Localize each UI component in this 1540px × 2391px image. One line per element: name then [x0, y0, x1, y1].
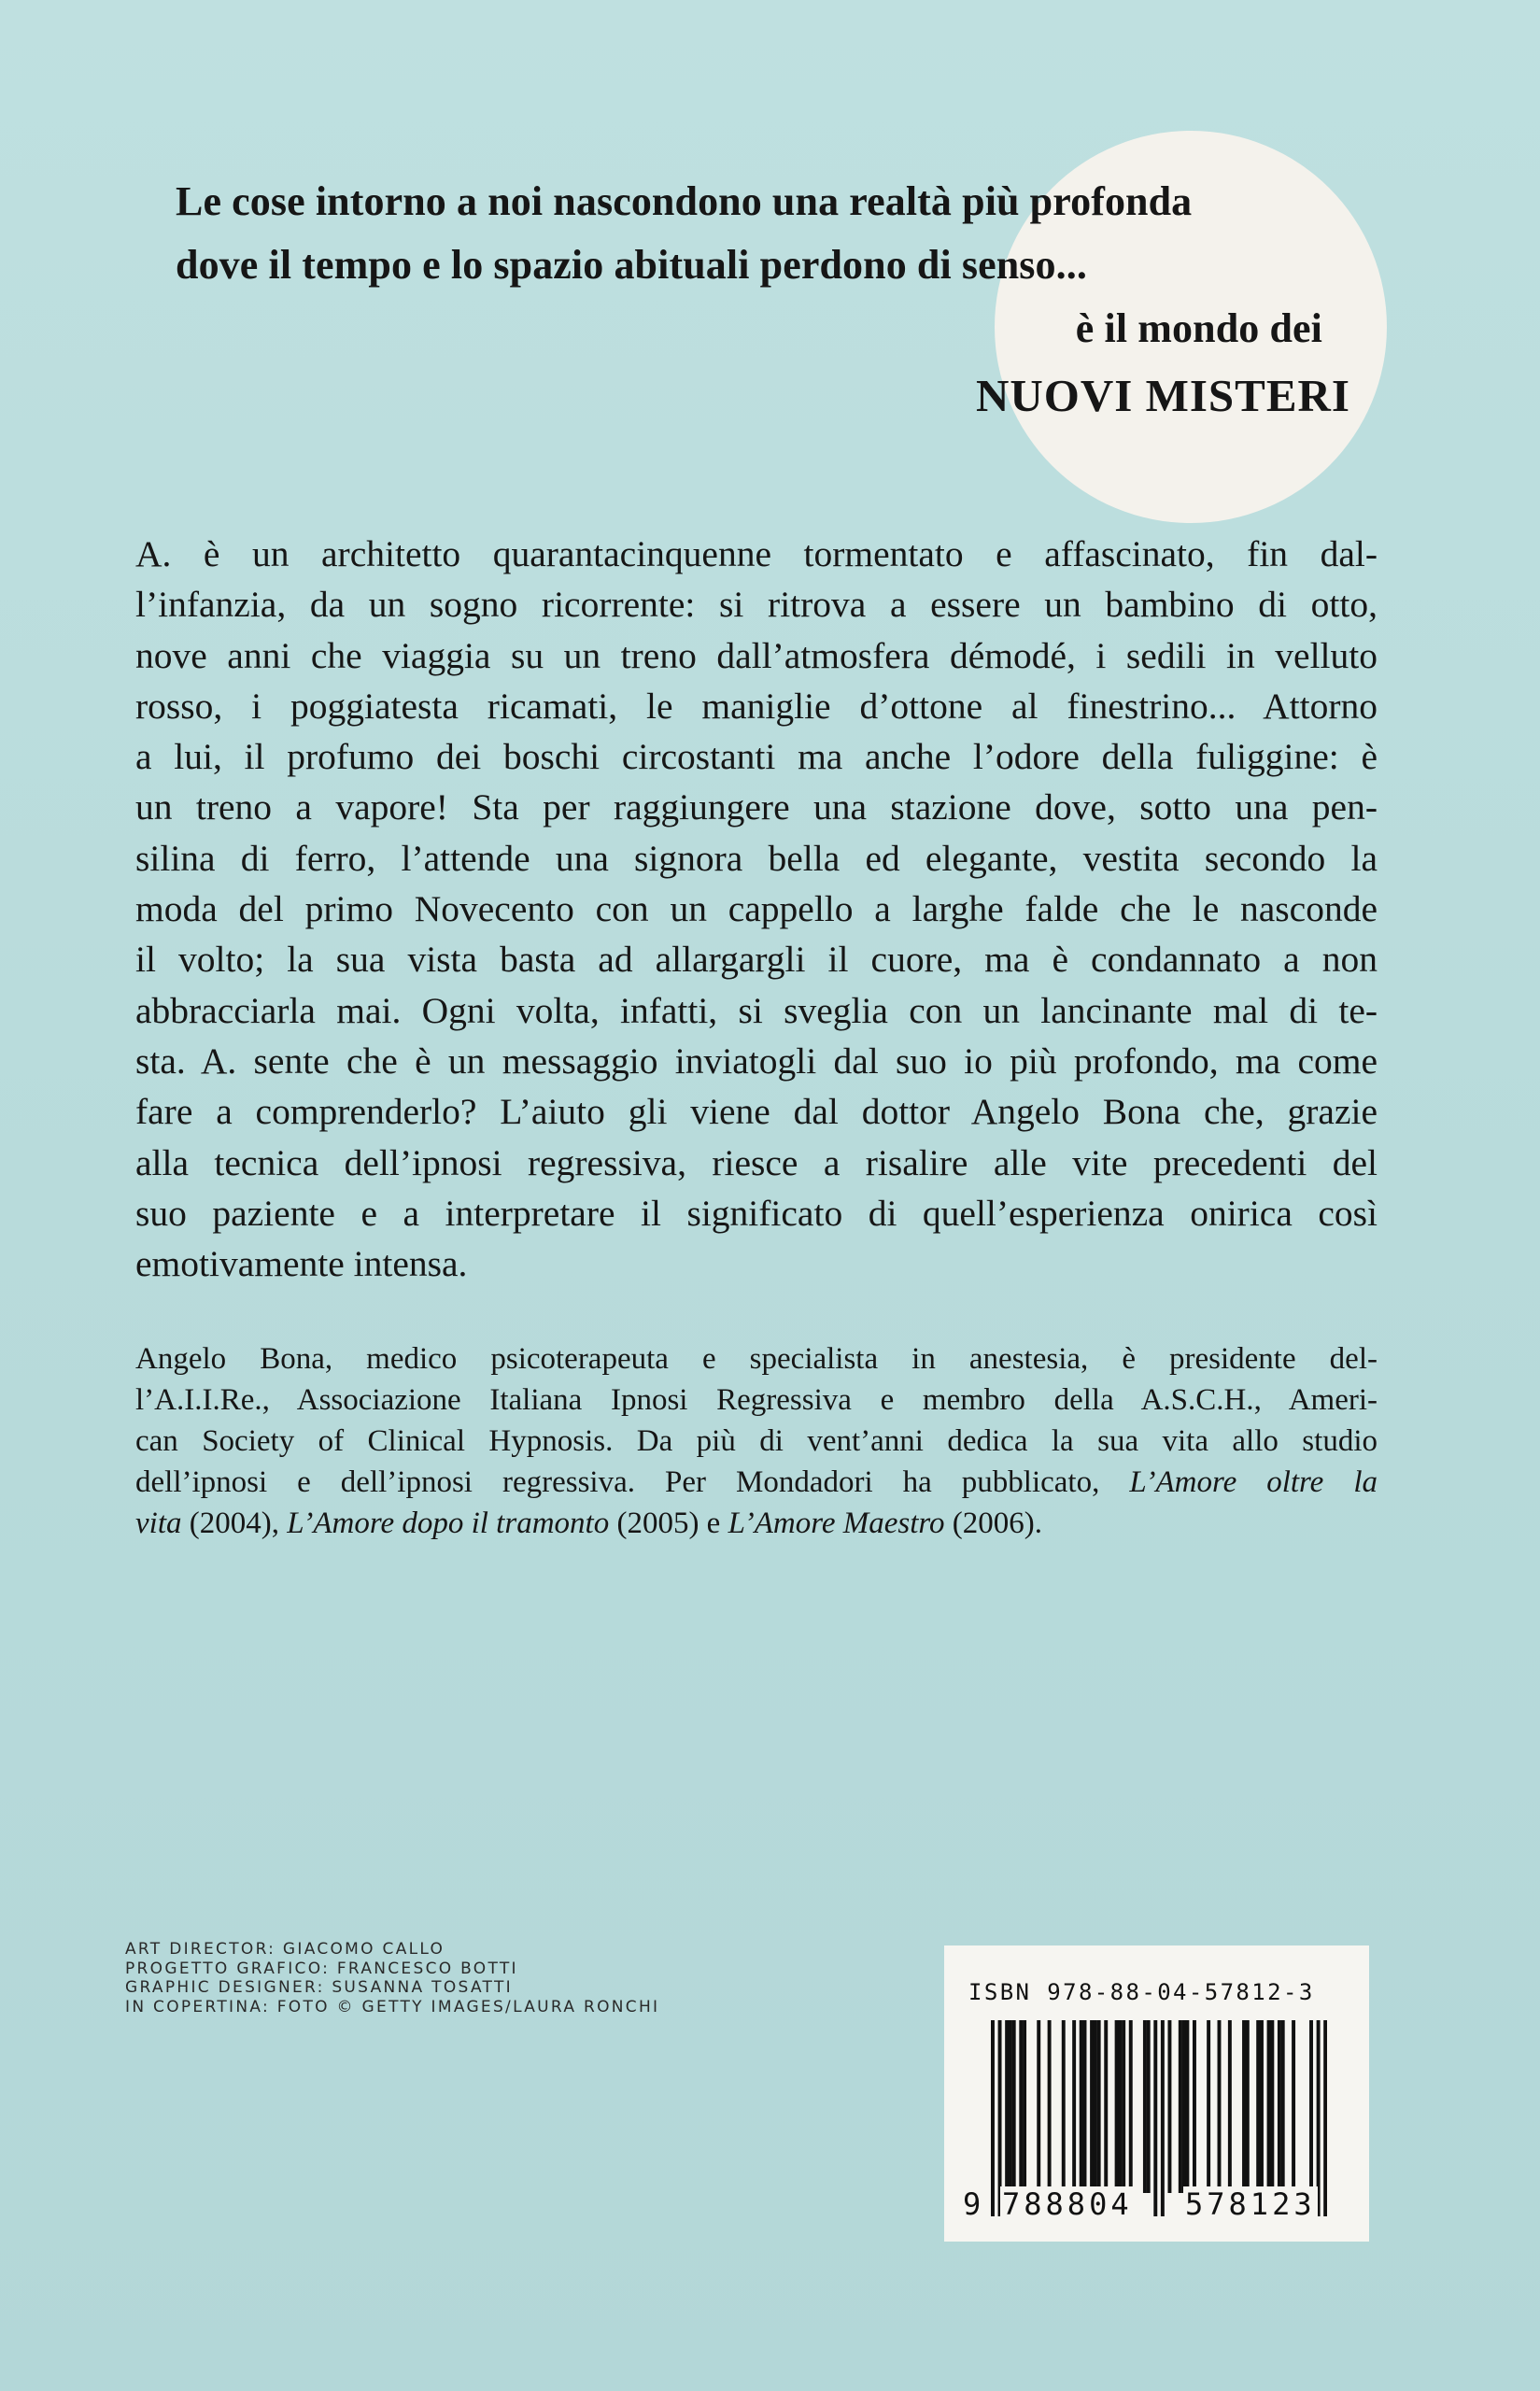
- tagline-line-1: Le cose intorno a noi nascondono una realtà più profonda: [176, 178, 1193, 224]
- blurb-line: il volto; la sua vista basta ad allargargli il cuore, ma è condannato a non: [135, 939, 1378, 981]
- book-title: L’Amore oltre la: [1129, 1465, 1378, 1499]
- barcode-bar: [1012, 2020, 1016, 2193]
- credit-cover-photo: IN COPERTINA: FOTO © GETTY IMAGES/LAURA RONCHI: [125, 1997, 660, 2016]
- barcode-bar: [1309, 2020, 1313, 2193]
- barcode-bar: [1118, 2020, 1122, 2193]
- barcode-bar: [1207, 2020, 1210, 2193]
- credit-graphic-designer: GRAPHIC DESIGNER: SUSANNA TOSATTI: [125, 1978, 513, 1997]
- barcode-bar: [1005, 2020, 1009, 2193]
- barcode-digits-right: 578123: [1185, 2186, 1316, 2222]
- tagline-line-2: dove il tempo e lo spazio abituali perdono di senso...: [176, 242, 1087, 288]
- book-title: vita: [135, 1507, 182, 1540]
- bio-text: (2006).: [944, 1507, 1042, 1540]
- blurb-line: silina di ferro, l’attende una signora bella ed elegante, vestita secondo la: [135, 837, 1378, 879]
- barcode-bar: [1182, 2020, 1186, 2193]
- barcode-bar: [1143, 2020, 1147, 2193]
- design-credits: [125, 1940, 659, 2016]
- bio-text: (2004),: [181, 1507, 288, 1540]
- bio-line: [135, 1462, 1378, 1503]
- barcode-bar: [1260, 2020, 1264, 2193]
- credit-art-director: ART DIRECTOR: GIACOMO CALLO: [125, 1940, 445, 1959]
- series-tagline: [176, 170, 1408, 428]
- bio-line: can Society of Clinical Hypnosis. Da più di vent’anni dedica la sua vita allo studio: [135, 1424, 1378, 1458]
- book-title: L’Amore Maestro: [728, 1507, 945, 1540]
- book-title: L’Amore dopo il tramonto: [287, 1507, 610, 1540]
- barcode-bar: [1292, 2020, 1295, 2193]
- barcode-bar: [1115, 2020, 1119, 2193]
- barcode-bar: [1179, 2020, 1182, 2193]
- blurb-line: alla tecnica dell’ipnosi regressiva, riesce a risalire alle vite precedenti del: [135, 1141, 1378, 1183]
- bio-line: [135, 1503, 1378, 1544]
- barcode-bar: [1278, 2020, 1281, 2193]
- barcode-bar: [1094, 2020, 1097, 2193]
- blurb-line: un treno a vapore! Sta per raggiungere una stazione dove, sotto una pen-: [135, 786, 1378, 828]
- isbn-label: ISBN 978-88-04-57812-3: [968, 1979, 1315, 2005]
- tagline-line-3: è il mondo dei: [1075, 305, 1322, 351]
- barcode-bar: [1097, 2020, 1101, 2193]
- barcode-bar: [1281, 2020, 1285, 2193]
- blurb-line: emotivamente intensa.: [135, 1243, 468, 1285]
- blurb-line: fare a comprenderlo? L’aiuto gli viene dal dottor Angelo Bona che, grazie: [135, 1091, 1378, 1133]
- blurb-line: a lui, il profumo dei boschi circostanti ma anche l’odore della fuliggine: è: [135, 736, 1378, 778]
- barcode-bar: [1242, 2020, 1246, 2193]
- bio-line: l’A.I.I.Re., Associazione Italiana Ipnosi Regressiva e membro della A.S.C.H., Ameri-: [135, 1383, 1378, 1417]
- blurb-line: moda del primo Novecento con un cappello a larghe falde che le nasconde: [135, 888, 1378, 930]
- barcode-bar: [1167, 2020, 1171, 2193]
- barcode-bar: [1185, 2020, 1189, 2193]
- barcode-bar: [1267, 2020, 1271, 2193]
- barcode-bar: [1218, 2020, 1222, 2193]
- blurb-line: suo paziente e a interpretare il significato di quell’esperienza onirica così: [135, 1192, 1378, 1234]
- barcode-bar: [1080, 2020, 1083, 2193]
- barcode-bar: [1023, 2020, 1026, 2193]
- barcode-bar: [1193, 2020, 1196, 2193]
- credit-graphic-project: PROGETTO GRAFICO: FRANCESCO BOTTI: [125, 1959, 518, 1978]
- blurb-line: nove anni che viaggia su un treno dall’atmosfera démodé, i sedili in velluto: [135, 634, 1378, 676]
- barcode-bar: [1062, 2020, 1066, 2193]
- barcode-bar: [1037, 2020, 1040, 2193]
- barcode-bar: [1048, 2020, 1052, 2193]
- barcode-bar: [1147, 2020, 1151, 2193]
- barcode-digit-first: 9: [963, 2186, 982, 2222]
- bio-line: Angelo Bona, medico psicoterapeuta e specialista in anestesia, è presidente del-: [135, 1342, 1378, 1376]
- blurb-line: A. è un architetto quarantacinquenne tormentato e affascinato, fin dal-: [135, 533, 1378, 574]
- bio-text: dell’ipnosi e dell’ipnosi regressiva. Per Mondadori ha pubblicato,: [135, 1465, 1130, 1499]
- barcode-bar: [1228, 2020, 1232, 2193]
- barcode-bar: [1009, 2020, 1012, 2193]
- blurb-line: l’infanzia, da un sogno ricorrente: si ritrova a essere un bambino di otto,: [135, 584, 1378, 626]
- barcode-digits: [961, 2186, 1353, 2224]
- blurb-line: rosso, i poggiatesta ricamati, le maniglie d’ottone al finestrino... Attorno: [135, 685, 1378, 727]
- blurb-line: sta. A. sente che è un messaggio inviatogli dal suo io più profondo, ma come: [135, 1040, 1378, 1082]
- barcode-bar: [1090, 2020, 1094, 2193]
- blurb-line: abbracciarla mai. Ogni volta, infatti, si sveglia con un lancinante mal di te-: [135, 989, 1378, 1031]
- barcode-bar: [1083, 2020, 1087, 2193]
- barcode-bar: [1129, 2020, 1133, 2193]
- book-blurb: [135, 529, 1378, 1289]
- isbn-barcode: [944, 1945, 1369, 2242]
- barcode-digits-left: 788804: [1002, 2186, 1133, 2222]
- barcode-bar: [1122, 2020, 1125, 2193]
- barcode-bar: [1246, 2020, 1250, 2193]
- barcode-bar: [1072, 2020, 1076, 2193]
- barcode-bar: [1104, 2020, 1108, 2193]
- barcode-bar: [1270, 2020, 1274, 2193]
- series-name: NUOVI MISTERI: [976, 370, 1350, 421]
- bio-text: (2005) e: [609, 1507, 728, 1540]
- author-bio: [135, 1338, 1378, 1544]
- barcode-bar: [1019, 2020, 1023, 2193]
- barcode-bar: [1256, 2020, 1260, 2193]
